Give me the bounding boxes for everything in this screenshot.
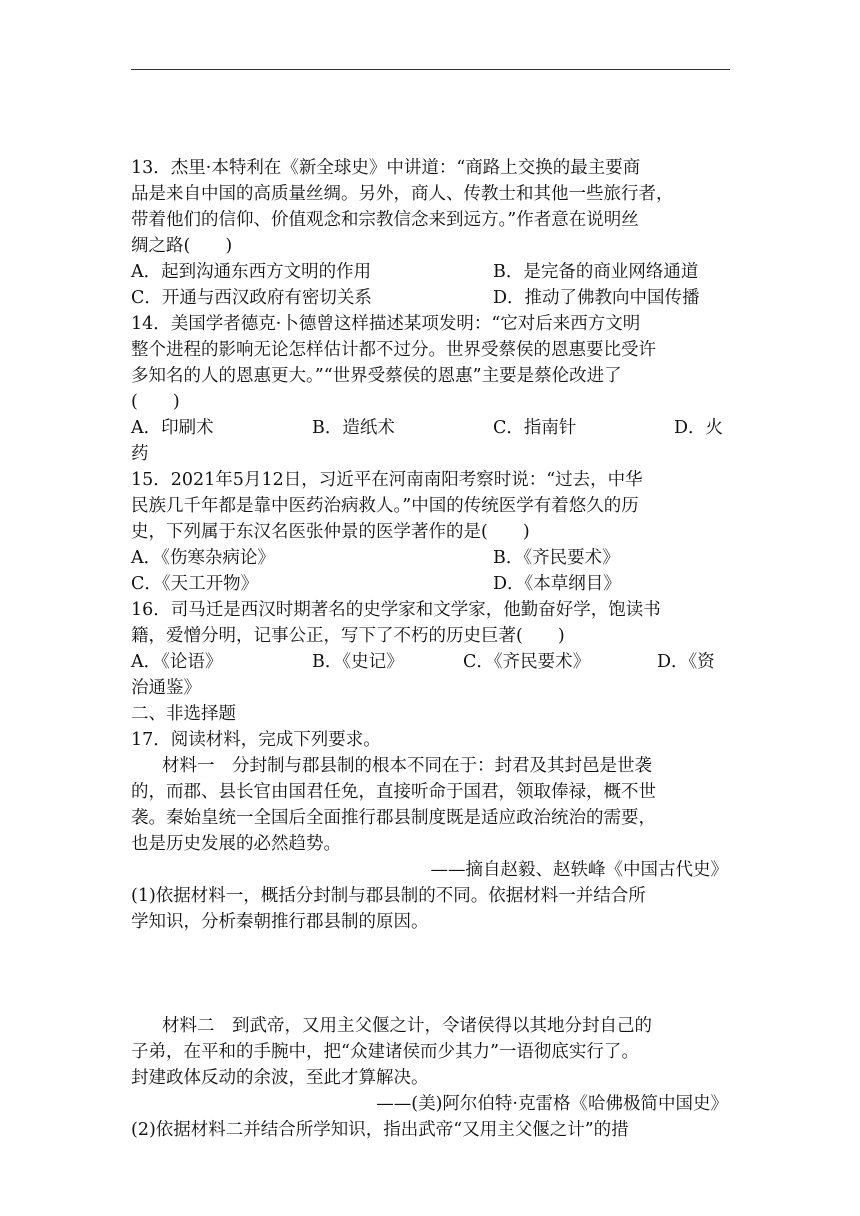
q14-option-d: D．火 — [674, 418, 724, 438]
q15-option-a: A．《伤寒杂病论》 — [131, 548, 275, 568]
q14-line-2: 整个进程的影响无论怎样估计都不过分。世界受蔡侯的恩惠要比受许 — [131, 340, 656, 360]
q13-option-c: C．开通与西汉政府有密切关系 — [131, 288, 372, 308]
q13-line-1: 13．杰里·本特利在《新全球史》中讲道：“商路上交换的最主要商 — [131, 158, 641, 178]
q16-line-1: 16．司马迁是西汉时期著名的史学家和文学家，他勤奋好学，饱读书 — [131, 600, 661, 620]
q15-option-c: C．《天工开物》 — [131, 574, 259, 594]
q15-option-d: D．《本草纲目》 — [493, 574, 621, 594]
q13-option-a: A．起到沟通东西方文明的作用 — [131, 262, 372, 282]
q16-option-b: B．《史记》 — [312, 652, 404, 672]
q13-line-3: 带着他们的信仰、价值观念和宗教信念来到远方。”作者意在说明丝 — [131, 210, 639, 230]
section-heading: 二、非选择题 — [131, 704, 236, 724]
q14-option-a: A．印刷术 — [131, 418, 214, 438]
header-rule — [131, 69, 730, 70]
material2-line-3: 封建政体反动的余波，至此才算解决。 — [131, 1068, 429, 1088]
q15-line-3: 史，下列属于东汉名医张仲景的医学著作的是( ) — [131, 522, 530, 542]
material1-source: ——摘自赵毅、赵轶峰《中国古代史》 — [430, 860, 728, 880]
q17-part1-line-2: 学知识，分析秦朝推行郡县制的原因。 — [131, 912, 429, 932]
material1-line-2: 的，而郡、县长官由国君任免，直接听命于国君，领取俸禄，概不世 — [131, 782, 656, 802]
q14-line-3: 多知名的人的恩惠更大。”“世界受蔡侯的恩惠”主要是蔡伦改进了 — [131, 366, 622, 386]
q14-line-1: 14．美国学者德克·卜德曾这样描述某项发明：“它对后来西方文明 — [131, 314, 641, 334]
q13-option-b: B．是完备的商业网络通道 — [493, 262, 699, 282]
q15-line-2: 民族几千年都是靠中医药治病救人。”中国的传统医学有着悠久的历 — [131, 496, 639, 516]
q16-option-d: D．《资 — [657, 652, 715, 672]
q13-line-2: 品是来自中国的高质量丝绸。另外，商人、传教士和其他一些旅行者， — [131, 184, 674, 204]
q15-line-1: 15．2021年5月12日，习近平在河南南阳考察时说：“过去，中华 — [131, 470, 643, 490]
q15-option-b: B．《齐民要术》 — [493, 548, 620, 568]
q16-option-d-continued: 治通鉴》 — [131, 678, 201, 698]
q16-line-2: 籍，爱憎分明，记事公正，写下了不朽的历史巨著( ) — [131, 626, 565, 646]
material2-source: ——(美)阿尔伯特·克雷格《哈佛极简中国史》 — [376, 1094, 728, 1114]
material1-line-4: 也是历史发展的必然趋势。 — [131, 834, 341, 854]
material2-line-1: 材料二 到武帝，又用主父偃之计，令诸侯得以其地分封自己的 — [162, 1016, 652, 1036]
q17-intro: 17．阅读材料，完成下列要求。 — [131, 730, 381, 750]
material1-line-3: 袭。秦始皇统一全国后全面推行郡县制度既是适应政治统治的需要， — [131, 808, 656, 828]
q17-part1-line-1: (1)依据材料一，概括分封制与郡县制的不同。依据材料一并结合所 — [131, 886, 646, 906]
q14-option-d-continued: 药 — [131, 444, 149, 464]
q14-option-b: B．造纸术 — [312, 418, 395, 438]
q16-option-a: A．《论语》 — [131, 652, 223, 672]
q13-line-4: 绸之路( ) — [131, 236, 233, 256]
q17-part2-line-1: (2)依据材料二并结合所学知识，指出武帝“又用主父偃之计”的措 — [131, 1120, 629, 1140]
material1-line-1: 材料一 分封制与郡县制的根本不同在于：封君及其封邑是世袭 — [162, 756, 652, 776]
q14-line-4: ( ) — [131, 392, 180, 412]
q16-option-c: C．《齐民要术》 — [463, 652, 591, 672]
material2-line-2: 子弟，在平和的手腕中，把“众建诸侯而少其力”一语彻底实行了。 — [131, 1042, 639, 1062]
q14-option-c: C．指南针 — [493, 418, 577, 438]
q13-option-d: D．推动了佛教向中国传播 — [493, 288, 700, 308]
